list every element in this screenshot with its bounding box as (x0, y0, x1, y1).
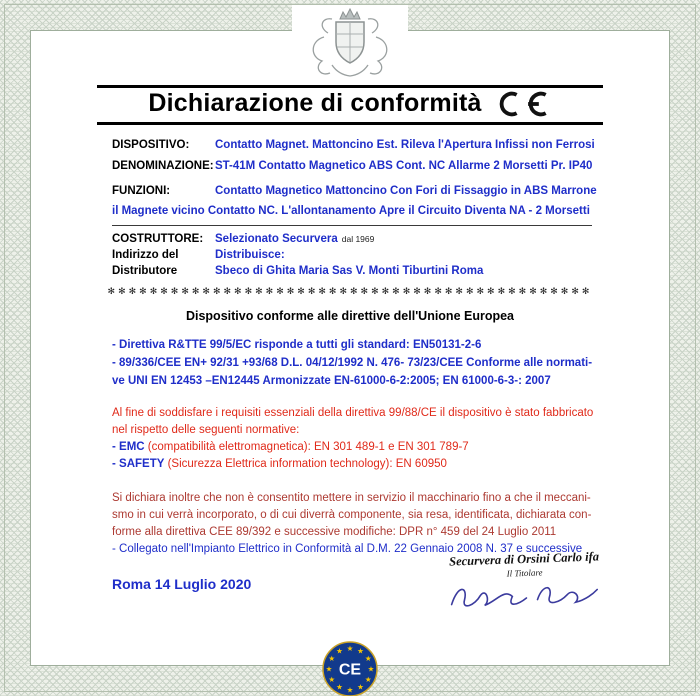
declaration-line: Si dichiara inoltre che non è consentito mettere in servizio il macchinario fino a che il meccani- (112, 492, 591, 504)
field-value: Selezionato Securvera dal 1969 (215, 233, 375, 245)
declaration-line: smo in cui verrà incorporato, o di cui diverrà componente, sia resa, identificata, dichiarata con- (112, 509, 592, 521)
stars-divider: ✻✻✻✻✻✻✻✻✻✻✻✻✻✻✻✻✻✻✻✻✻✻✻✻✻✻✻✻✻✻✻✻✻✻✻✻✻✻✻✻✻✻✻✻✻✻ (107, 286, 593, 296)
field-label: DENOMINAZIONE: (112, 160, 214, 172)
crest-wrap (292, 5, 408, 84)
emc-label: - EMC (112, 441, 145, 453)
signature-role: Il Titolare (506, 567, 543, 579)
directive-line: - Direttiva R&TTE 99/5/EC risponde a tutti gli standard: EN50131-2-6 (112, 339, 482, 351)
compliance-safety-line (112, 456, 624, 473)
field-label: DISPOSITIVO: (112, 139, 190, 151)
field-costruttore (112, 231, 629, 247)
field-label: COSTRUTTORE: (112, 233, 204, 245)
svg-text:★: ★ (328, 654, 336, 663)
field-indirizzo (112, 247, 629, 263)
safety-label: - SAFETY (112, 458, 165, 470)
declaration-blue-line: - Collegato nell'Impianto Elettrico in Conformità al D.M. 22 Gennaio 2008 N. 37 e successive (112, 543, 583, 555)
svg-text:★: ★ (357, 646, 364, 656)
compliance-line: nel rispetto delle seguenti normative: (112, 424, 300, 436)
field-value: ST-41M Contatto Magnetico ABS Cont. NC Allarme 2 Morsetti Pr. IP40 (215, 160, 593, 172)
svg-text:★: ★ (346, 644, 354, 653)
field-value: Contatto Magnet. Mattoncino Est. Rileva l'Apertura Infissi non Ferrosi (215, 139, 595, 151)
svg-text:★: ★ (357, 682, 364, 692)
divider-line (112, 225, 592, 226)
compliance-block (112, 405, 624, 473)
field-value: Sbeco di Ghita Maria Sas V. Monti Tiburtini Roma (215, 265, 484, 277)
declaration-block (112, 490, 624, 558)
crest-icon (302, 5, 398, 79)
compliance-emc-line (112, 439, 624, 456)
fields-section (31, 135, 669, 279)
compliance-line: Al fine di soddisfare i requisiti essenziali della direttiva 99/88/CE il dispositivo è stato fabbricato (112, 407, 594, 419)
field-dispositivo (112, 135, 629, 156)
field-denominazione (112, 156, 629, 177)
field-label: Distributore (112, 265, 178, 277)
field-label: Indirizzo del (112, 249, 179, 261)
since-note: dal 1969 (341, 234, 375, 244)
eu-emblem-text: CE (338, 661, 362, 679)
directive-line: ve UNI EN 12453 –EN12445 Armonizzate EN-61000-6-2:2005; EN 61000-6-3-: 2007 (112, 375, 551, 387)
signature-block (419, 548, 631, 622)
eu-ce-emblem (322, 641, 378, 696)
field-distributore (112, 263, 629, 279)
field-costruttore-block (31, 231, 669, 279)
conformity-subtitle: Dispositivo conforme alle direttive dell'Unione Europea (185, 309, 515, 323)
safety-text: (Sicurezza Elettrica information technology): EN 60950 (164, 458, 447, 470)
emc-text: (compatibilità elettromagnetica): EN 301 489-1 e EN 301 789-7 (144, 441, 469, 453)
page-title: Dichiarazione di conformità (148, 89, 482, 117)
svg-text:★: ★ (364, 675, 372, 684)
svg-text:★: ★ (325, 664, 333, 674)
title-band (97, 85, 603, 125)
field-label: FUNZIONI: (112, 185, 171, 197)
field-value: Contatto Magnetico Mattoncino Con Fori di Fissaggio in ABS Marrone (215, 185, 597, 197)
svg-text:★: ★ (328, 675, 336, 684)
ce-mark-icon (492, 91, 552, 117)
svg-text:★: ★ (346, 685, 354, 695)
eu-ce-emblem-icon (322, 641, 378, 696)
field-funzioni-line2: il Magnete vicino Contatto NC. L'allontanamento Apre il Circuito Diventa NA - 2 Morsetti (112, 205, 590, 217)
svg-text:★: ★ (364, 654, 372, 663)
svg-text:★: ★ (367, 664, 375, 674)
svg-text:★: ★ (336, 682, 343, 692)
field-value: Distribuisce: (215, 249, 285, 261)
declaration-line: forme alla direttiva CEE 89/392 e successive modifiche: DPR n° 459 del 24 Luglio 2011 (112, 526, 557, 538)
signature-handwriting (445, 573, 606, 617)
directives-block (112, 336, 624, 390)
place-and-date: Roma 14 Luglio 2020 (112, 576, 252, 592)
svg-text:★: ★ (336, 646, 343, 656)
field-funzioni (112, 181, 629, 202)
directive-line: - 89/336/CEE EN+ 92/31 +93/68 D.L. 04/12/1992 N. 476- 73/23/CEE Conforme alle normati- (112, 357, 593, 369)
signature-company: Securvera di Orsini Carlo ifa (448, 549, 600, 569)
